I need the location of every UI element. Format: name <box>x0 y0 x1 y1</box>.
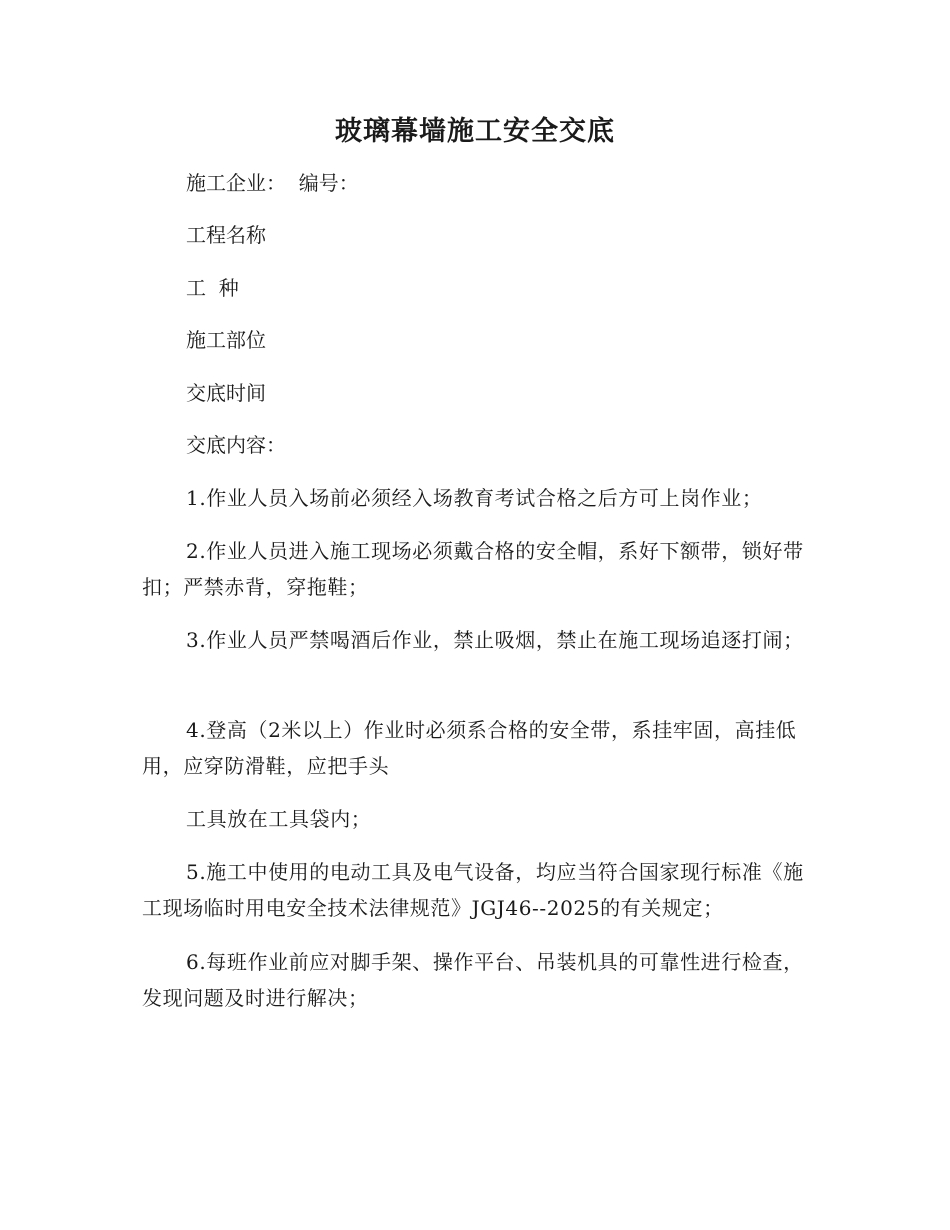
safety-item-4: 4.登高（2米以上）作业时必须系合格的安全带，系挂牢固，高挂低用，应穿防滑鞋，应把手头 <box>142 718 797 778</box>
construction-part-field: 施工部位 <box>186 328 266 352</box>
company-and-number-field: 施工企业： 编号： <box>186 171 359 195</box>
safety-item-1: 1.作业人员入场前必须经入场教育考试合格之后方可上岗作业； <box>186 486 763 510</box>
safety-item-5: 5.施工中使用的电动工具及电气设备，均应当符合国家现行标准《施工现场临时用电安全技术法律规范》JGJ46--2025的有关规定； <box>142 860 804 920</box>
safety-item-6: 6.每班作业前应对脚手架、操作平台、吊装机具的可靠性进行检查，发现问题及时进行解决； <box>142 950 804 1010</box>
project-name-field: 工程名称 <box>186 223 266 247</box>
safety-item-4-continuation: 工具放在工具袋内； <box>186 807 372 831</box>
content-label: 交底内容： <box>186 433 286 457</box>
disclosure-time-field: 交底时间 <box>186 381 266 405</box>
safety-item-2: 2.作业人员进入施工现场必须戴合格的安全帽，系好下额带，锁好带扣；严禁赤背，穿拖鞋； <box>142 539 804 599</box>
document-title: 玻璃幕墙施工安全交底 <box>335 116 615 147</box>
work-type-field: 工 种 <box>186 276 239 300</box>
safety-item-3: 3.作业人员严禁喝酒后作业，禁止吸烟，禁止在施工现场追逐打闹； <box>186 628 804 652</box>
